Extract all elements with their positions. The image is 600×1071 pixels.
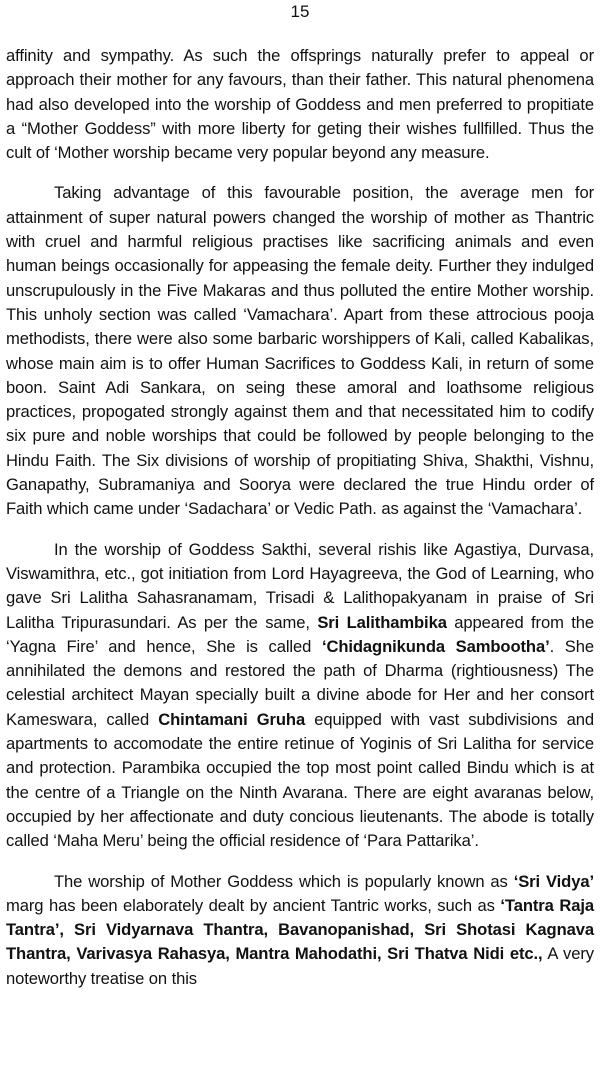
paragraph-1	[6, 44, 594, 165]
paragraph-1-text: affinity and sympathy. As such the offsprings naturally prefer to appeal or approach their mother for any favours, than their father. This natural phenomena had also developed into the worship of Goddess and men preferred to propitiate a “Mother Goddess” with more liberty for geting their wishes fullfilled. Thus the cult of ‘Mother worship became very popular beyond any measure.	[6, 46, 594, 163]
paragraph-3-text-b: appeared from the ‘Yagna Fire’ and hence, She is called	[6, 612, 594, 656]
paragraph-4-text-b: marg has been elaborately dealt by ancient Tantric works, such as	[6, 895, 501, 915]
paragraph-3-text-d: equipped with vast subdivisions and apartments to accomodate the entire retinue of Yoginis of Sri Lalitha for service and protection. Parambika occupied the top most point called Bindu which is at the centre of a Triangle on the Ninth Avarana. There are eight avaranas below, occupied by her affectionate and duty concious lieutenants. The abode is totally called ‘Maha Meru’ being the official residence of ‘Para Pattarika’.	[6, 709, 594, 851]
paragraph-gap	[6, 854, 594, 870]
paragraph-gap	[6, 522, 594, 538]
bold-term-tantric-works: ‘Tantra Raja Tantra’, Sri Vidyarnava Thantra, Bavanopanishad, Sri Shotasi Kagnava Thantra, Varivasya Rahasya, Mantra Mahodathi, Sri Thatva Nidi etc.,	[6, 895, 594, 964]
bold-term-sri-lalithambika: Sri Lalithambika	[317, 612, 447, 632]
paragraph-2	[6, 181, 594, 521]
paragraph-4-text-a: The worship of Mother Goddess which is popularly known as	[54, 871, 514, 891]
bold-term-chidagnikunda: ‘Chidagnikunda Sambootha’	[321, 636, 550, 656]
paragraph-4	[6, 870, 594, 991]
paragraph-gap	[6, 165, 594, 181]
paragraph-3-text-c: . She annihilated the demons and restored the path of Dharma (rightiousness) The celestial architect Mayan specially built a divine abode for Her and her consort Kameswara, called	[6, 636, 594, 729]
paragraph-3-text-a: In the worship of Goddess Sakthi, several rishis like Agastiya, Durvasa, Viswamithra, etc., got initiation from Lord Hayagreeva, the God of Learning, who gave Sri Lalitha Sahasranamam, Trisadi & Lalithopakyanam in praise of Sri Lalitha Tripurasundari. As per the same,	[6, 539, 594, 632]
paragraph-2-text: Taking advantage of this favourable position, the average men for attainment of super natural powers changed the worship of mother as Thantric with cruel and harmful religious practises like sacrificing animals and even human beings occasionally for appeasing the female deity. Further they indulged unscrupulously in the Five Makaras and thus polluted the entire Mother worship. This unholy section was called ‘Vamachara’. Apart from these attrocious pooja methodists, there were also some barbaric worshippers of Kali, called Kabalikas, whose main aim is to offer Human Sacrifices to Goddess Kali, in return of some boon. Saint Adi Sankara, on seing these amoral and loathsome religious practices, propogated strongly against them and that necessitated him to codify six pure and noble worships that could be followed by people belonging to the Hindu Faith. The Six divisions of worship of propitiating Shiva, Shakthi, Vishnu, Ganapathy, Subramaniya and Soorya were declared the true Hindu order of Faith which came under ‘Sadachara’ or Vedic Path. as against the ‘Vamachara’.	[6, 183, 594, 519]
paragraph-3	[6, 538, 594, 854]
bold-term-sri-vidya: ‘Sri Vidya’	[513, 871, 594, 891]
page-number: 15	[290, 2, 310, 21]
bold-term-chintamani-gruha: Chintamani Gruha	[158, 709, 306, 729]
paragraph-4-text-c: A very noteworthy treatise on this	[6, 944, 594, 988]
